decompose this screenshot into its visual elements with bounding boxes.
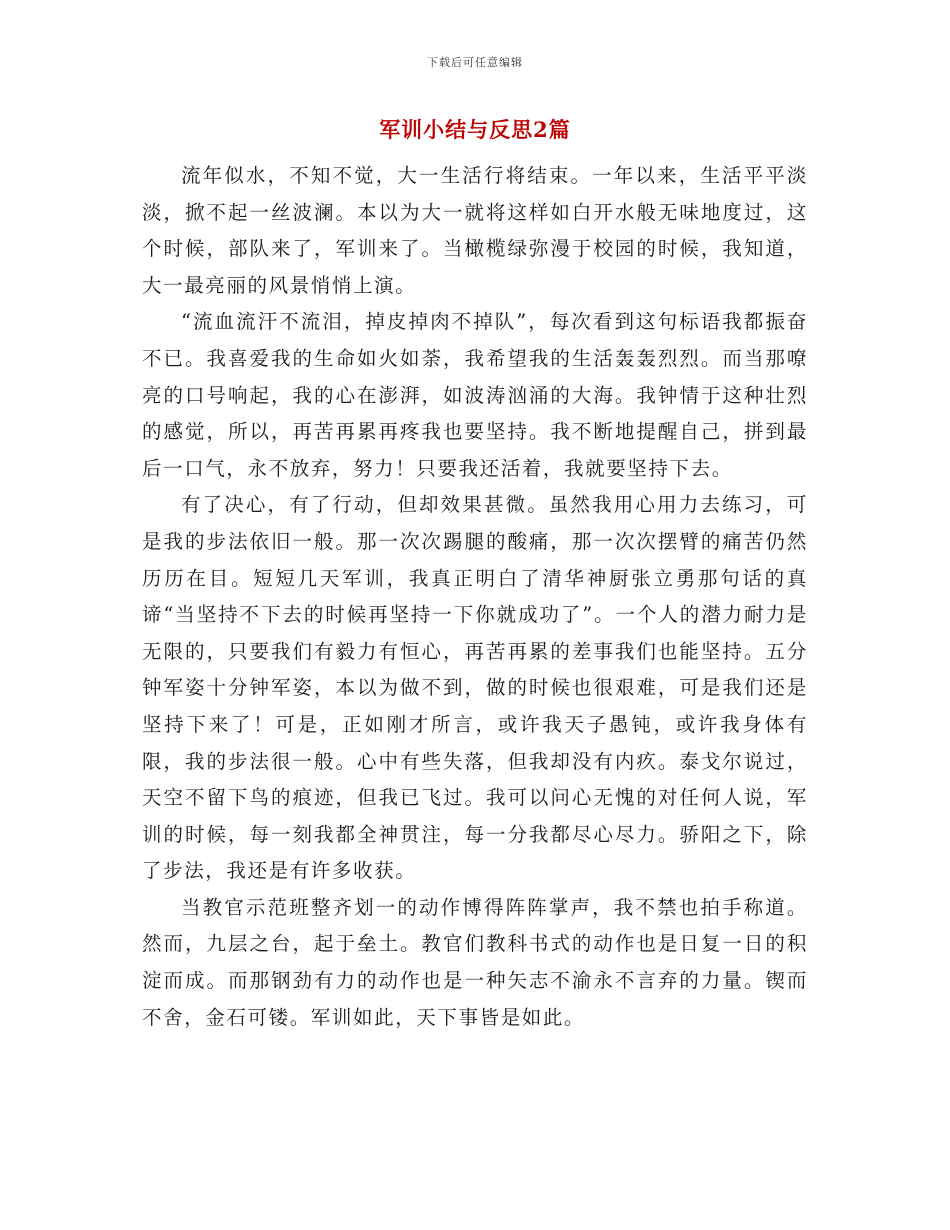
paragraph-1: 流年似水，不知不觉，大一生活行将结束。一年以来，生活平平淡淡，掀不起一丝波澜。本以为大一就将这样如白开水般无味地度过，这个时候，部队来了，军训来了。当橄榄绿弥漫于校园的时候，我知道，大一最亮丽的风景悄悄上演。 bbox=[142, 164, 808, 297]
document-title: 军训小结与反思2篇 bbox=[379, 117, 571, 142]
paragraph-4: 当教官示范班整齐划一的动作博得阵阵掌声，我不禁也拍手称道。然而，九层之台，起于垒土。教官们教科书式的动作也是日复一日的积淀而成。而那钢劲有力的动作也是一种矢志不渝永不言弃的力量。锲而不舍，金石可镂。军训如此，天下事皆是如此。 bbox=[142, 895, 808, 1029]
paragraph-2: “流血流汗不流泪，掉皮掉肉不掉队”，每次看到这句标语我都振奋不已。我喜爱我的生命如火如荼，我希望我的生活轰轰烈烈。而当那嘹亮的口号响起，我的心在澎湃，如波涛汹涌的大海。我钟情于这种壮烈的感觉，所以，再苦再累再疼我也要坚持。我不断地提醒自己，拼到最后一口气，永不放弃，努力！只要我还活着，我就要坚持下去。 bbox=[142, 310, 808, 480]
document-body bbox=[142, 158, 808, 1036]
paragraph-3: 有了决心，有了行动，但却效果甚微。虽然我用心用力去练习，可是我的步法依旧一般。那一次次踢腿的酸痛，那一次次摆臂的痛苦仍然历历在目。短短几天军训，我真正明白了清华神厨张立勇那句话的真谛“当坚持不下去的时候再坚持一下你就成功了”。一个人的潜力耐力是无限的，只要我们有毅力有恒心，再苦再累的差事我们也能坚持。五分钟军姿十分钟军姿，本以为做不到，做的时候也很艰难，可是我们还是坚持下来了！可是，正如刚才所言，或许我天子愚钝，或许我身体有限，我的步法很一般。心中有些失落，但我却没有内疚。泰戈尔说过，天空不留下鸟的痕迹，但我已飞过。我可以问心无愧的对任何人说，军训的时候，每一刻我都全神贯注，每一分我都尽心尽力。骄阳之下，除了步法，我还是有许多收获。 bbox=[142, 493, 808, 883]
page-header-note: 下载后可任意编辑 bbox=[427, 56, 523, 69]
